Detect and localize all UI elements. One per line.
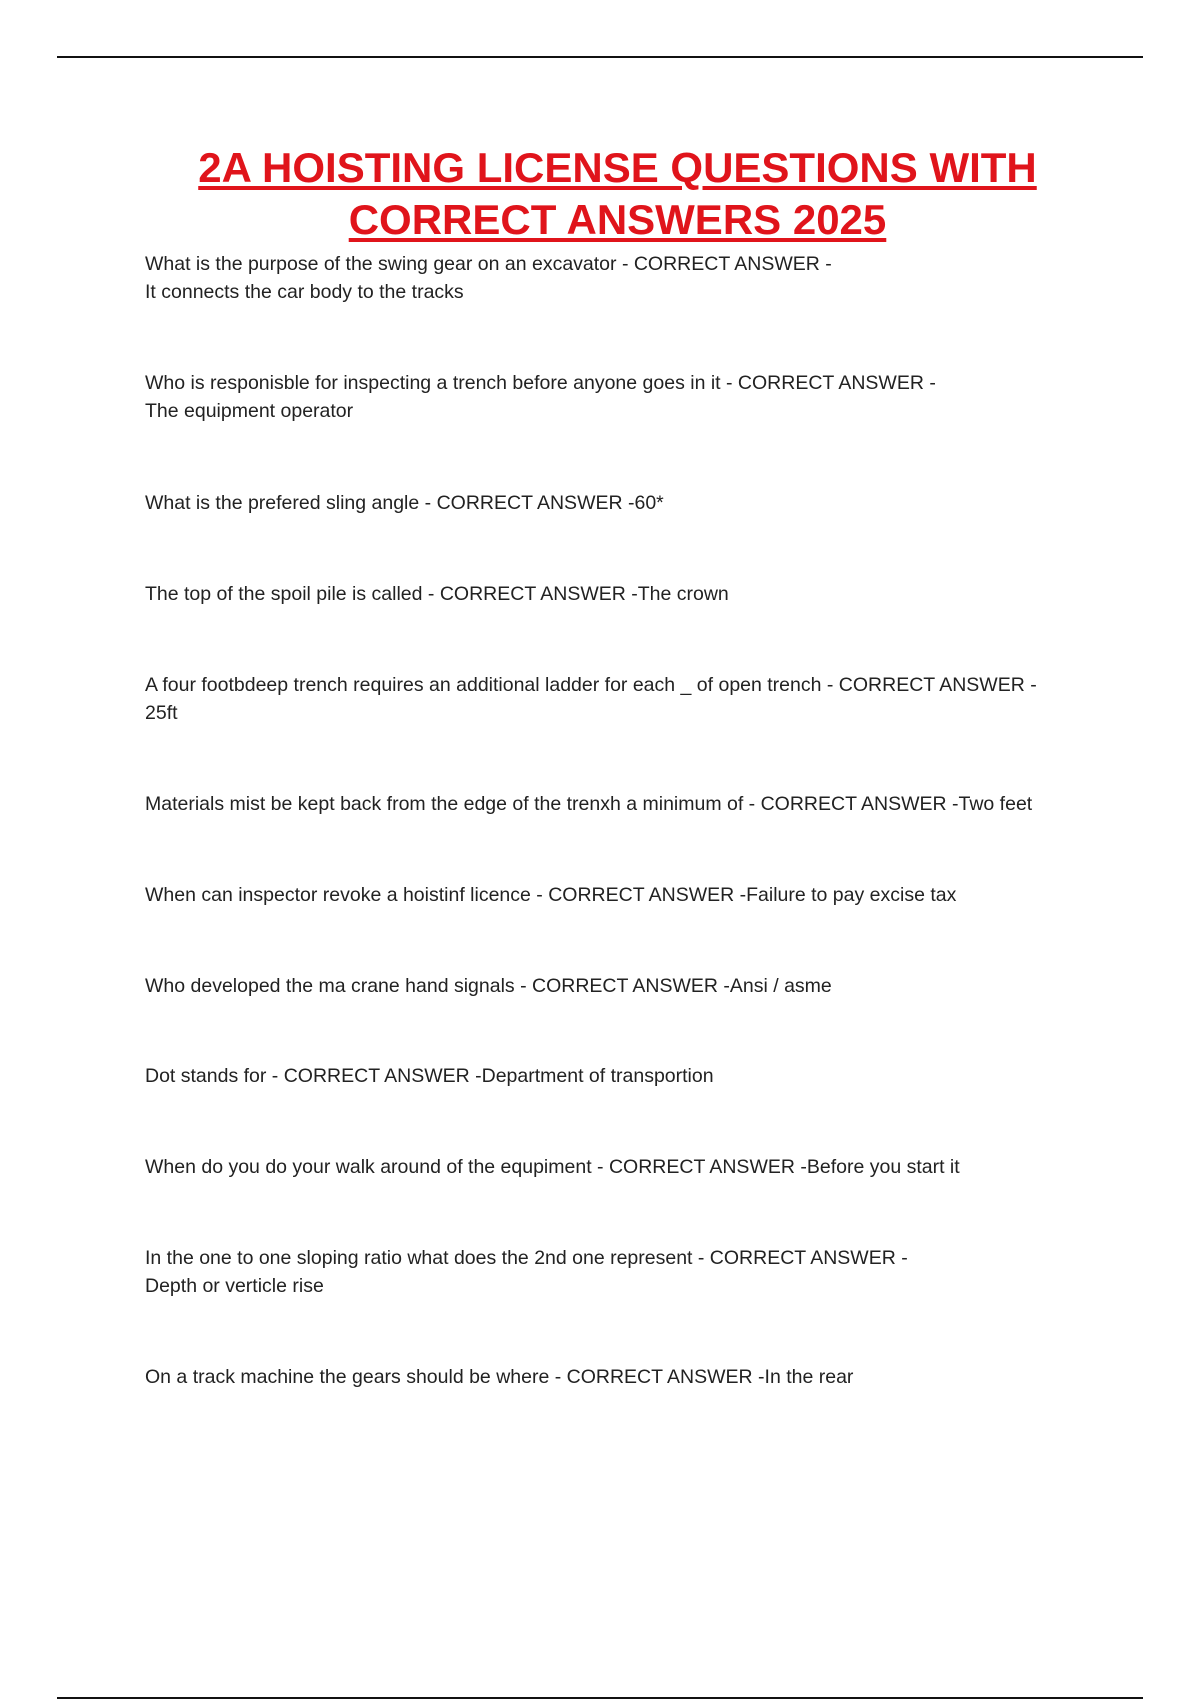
qa-item [145, 1363, 1090, 1391]
qa-answer-line: Depth or verticle rise [145, 1275, 324, 1297]
qa-question-line: Who is responisble for inspecting a trench before anyone goes in it - CORRECT ANSWER - [145, 372, 936, 394]
qa-item [145, 580, 1090, 608]
qa-answer-line: 25ft [145, 702, 178, 724]
qa-question-line: What is the purpose of the swing gear on an excavator - CORRECT ANSWER - [145, 253, 832, 275]
qa-item [145, 881, 1090, 909]
qa-question-line: On a track machine the gears should be where - CORRECT ANSWER -In the rear [145, 1366, 854, 1388]
qa-question-line: When can inspector revoke a hoistinf licence - CORRECT ANSWER -Failure to pay excise tax [145, 884, 957, 906]
qa-question-line: In the one to one sloping ratio what does the 2nd one represent - CORRECT ANSWER - [145, 1247, 908, 1269]
qa-item [145, 972, 1090, 1000]
qa-question-line: The top of the spoil pile is called - CORRECT ANSWER -The crown [145, 583, 729, 605]
qa-item [145, 671, 1090, 727]
qa-item [145, 250, 1090, 306]
top-rule [57, 56, 1143, 58]
qa-item [145, 790, 1090, 818]
bottom-rule [57, 1697, 1143, 1699]
document-title [145, 142, 1090, 246]
qa-question-line: Dot stands for - CORRECT ANSWER -Department of transportion [145, 1065, 714, 1087]
qa-item [145, 369, 1090, 425]
qa-item [145, 489, 1090, 517]
qa-question-line: Who developed the ma crane hand signals - CORRECT ANSWER -Ansi / asme [145, 975, 832, 997]
title-line-2: CORRECT ANSWERS 2025 [348, 196, 887, 243]
qa-item [145, 1153, 1090, 1181]
qa-item [145, 1062, 1090, 1090]
qa-answer-line: It connects the car body to the tracks [145, 281, 464, 303]
qa-question-line: When do you do your walk around of the equpiment - CORRECT ANSWER -Before you start it [145, 1156, 960, 1178]
title-line-1: 2A HOISTING LICENSE QUESTIONS WITH [198, 144, 1037, 191]
qa-item [145, 1244, 1090, 1300]
qa-question-line: Materials mist be kept back from the edge of the trenxh a minimum of - CORRECT ANSWER -Two feet [145, 793, 1033, 815]
qa-answer-line: The equipment operator [145, 400, 354, 422]
qa-question-line: A four footbdeep trench requires an additional ladder for each _ of open trench - CORRECT ANSWER - [145, 674, 1037, 696]
qa-question-line: What is the prefered sling angle - CORRECT ANSWER -60* [145, 492, 664, 514]
